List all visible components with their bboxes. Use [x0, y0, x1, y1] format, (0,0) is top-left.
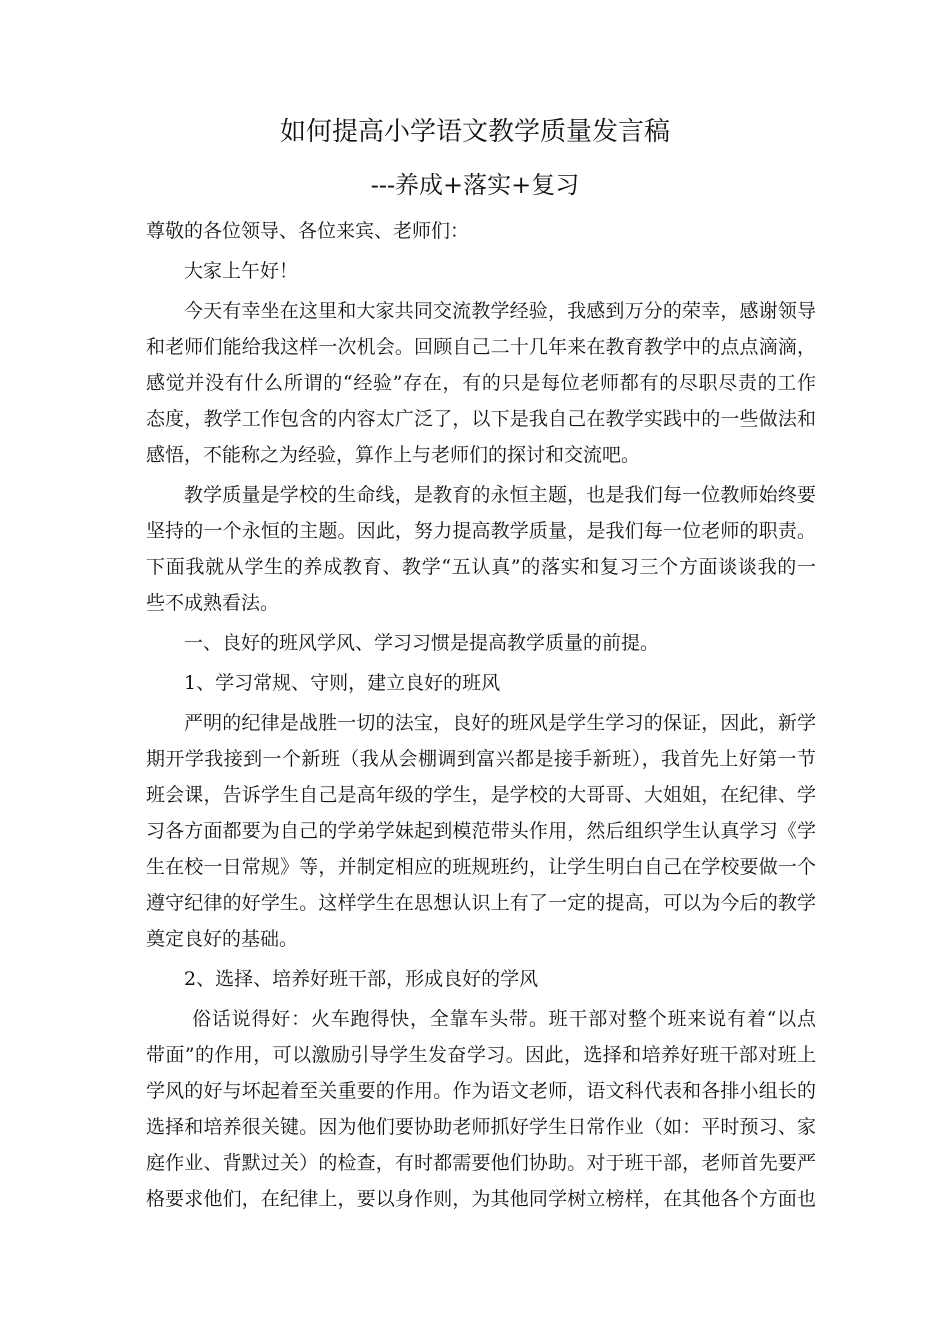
paragraph-line: 生在校一日常规》等，并制定相应的班规班约，让学生明白自己在学校要做一个	[146, 856, 816, 878]
paragraph-line: 俗话说得好：火车跑得快，全靠车头带。班干部对整个班来说有着“以点	[192, 1008, 816, 1030]
subsection-heading: 1、学习常规、守则，建立良好的班风	[184, 672, 501, 694]
paragraph-line: 期开学我接到一个新班（我从会棚调到富兴都是接手新班），我首先上好第一节	[146, 748, 816, 770]
paragraph-line: 学风的好与坏起着至关重要的作用。作为语文老师，语文科代表和各排小组长的	[146, 1080, 816, 1102]
paragraph-line: 班会课，告诉学生自己是高年级的学生，是学校的大哥哥、大姐姐，在纪律、学	[146, 784, 816, 806]
document-title: 如何提高小学语文教学质量发言稿	[279, 117, 670, 147]
document-subtitle: ---养成+落实+复习	[370, 171, 580, 199]
paragraph-line: 坚持的一个永恒的主题。因此，努力提高教学质量，是我们每一位老师的职责。	[146, 520, 816, 542]
paragraph-line: 感悟，不能称之为经验，算作上与老师们的探讨和交流吧。	[146, 444, 641, 466]
section-heading: 一、良好的班风学风、学习习惯是提高教学质量的前提。	[184, 632, 660, 654]
paragraph-line: 严明的纪律是战胜一切的法宝，良好的班风是学生学习的保证，因此，新学	[184, 712, 816, 734]
paragraph-line: 些不成熟看法。	[146, 592, 280, 614]
paragraph-line: 下面我就从学生的养成教育、教学“五认真”的落实和复习三个方面谈谈我的一	[146, 556, 816, 578]
paragraph-line: 奠定良好的基础。	[146, 928, 299, 950]
paragraph-line: 和老师们能给我这样一次机会。回顾自己二十几年来在教育教学中的点点滴滴，	[146, 336, 816, 358]
paragraph-line: 今天有幸坐在这里和大家共同交流教学经验，我感到万分的荣幸，感谢领导	[184, 300, 816, 322]
greeting: 大家上午好！	[184, 260, 299, 282]
paragraph-line: 带面”的作用，可以激励引导学生发奋学习。因此，选择和培养好班干部对班上	[146, 1044, 816, 1066]
paragraph-line: 态度，教学工作包含的内容太广泛了，以下是我自己在教学实践中的一些做法和	[146, 408, 816, 430]
paragraph-line: 格要求他们，在纪律上，要以身作则，为其他同学树立榜样，在其他各个方面也	[146, 1188, 816, 1210]
paragraph-line: 选择和培养很关键。因为他们要协助老师抓好学生日常作业（如：平时预习、家	[146, 1116, 816, 1138]
subsection-heading: 2、选择、培养好班干部，形成良好的学风	[184, 968, 539, 990]
paragraph-line: 遵守纪律的好学生。这样学生在思想认识上有了一定的提高，可以为今后的教学	[146, 892, 816, 914]
salutation: 尊敬的各位领导、各位来宾、老师们：	[146, 220, 470, 242]
paragraph-line: 庭作业、背默过关）的检查，有时都需要他们协助。对于班干部，老师首先要严	[146, 1152, 816, 1174]
paragraph-line: 感觉并没有什么所谓的“经验”存在，有的只是每位老师都有的尽职尽责的工作	[146, 372, 816, 394]
paragraph-line: 教学质量是学校的生命线，是教育的永恒主题，也是我们每一位教师始终要	[184, 484, 816, 506]
paragraph-line: 习各方面都要为自己的学弟学妹起到模范带头作用，然后组织学生认真学习《学	[146, 820, 816, 842]
